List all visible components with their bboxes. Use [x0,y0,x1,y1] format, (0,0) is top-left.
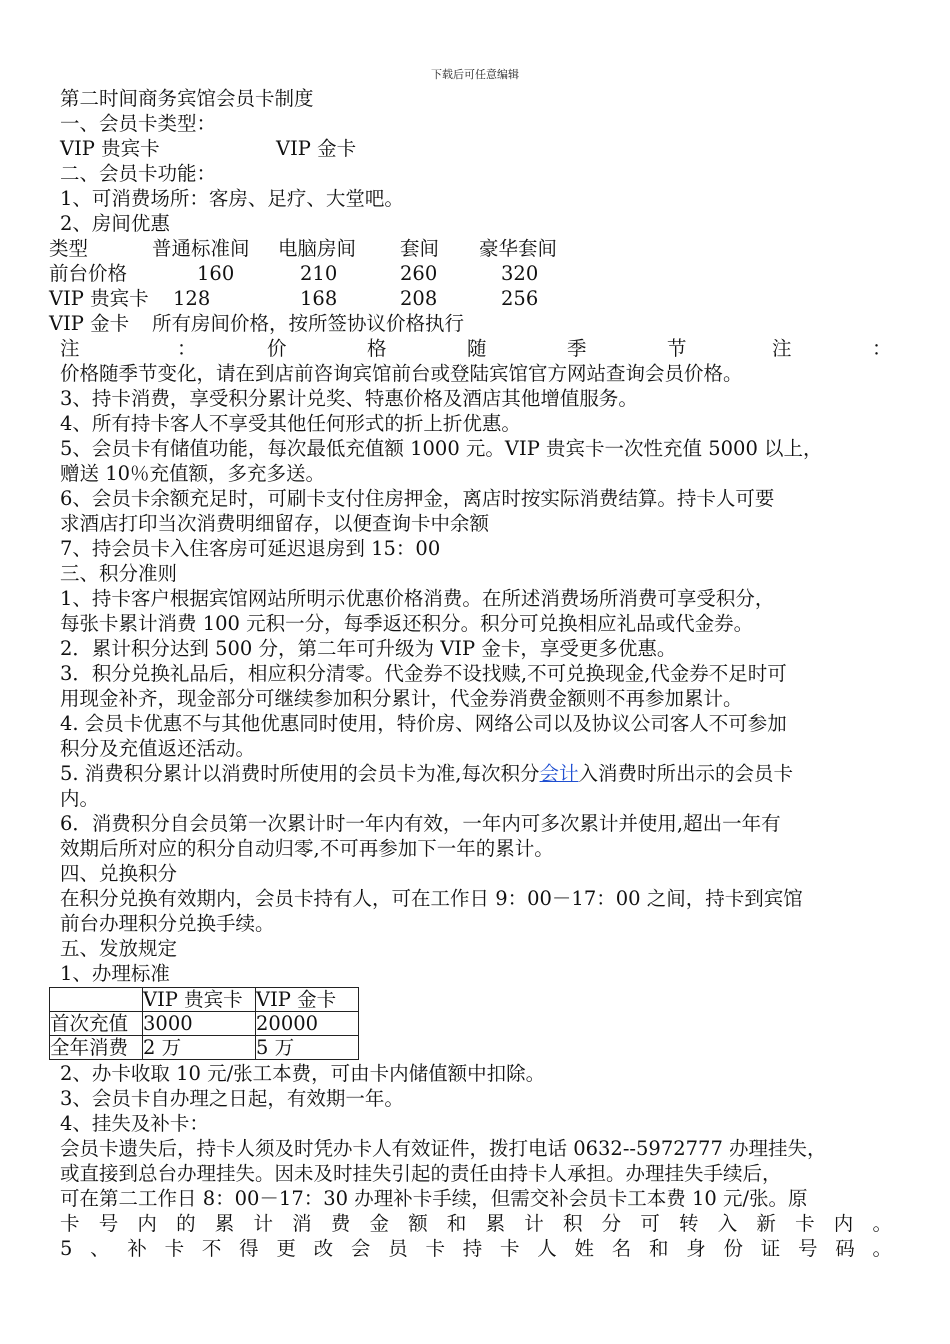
price-header-cell: 类型 [49,237,89,260]
section-4-heading: 四、兑换积分 [60,862,178,885]
note-char: 季 [567,337,587,360]
price-row-front-desk [49,261,892,286]
table-cell: VIP 贵宾卡 [143,988,256,1012]
paragraph: 积分及充值返还活动。 [60,737,256,760]
accounting-link[interactable]: 会计 [539,762,579,785]
price-header-cell: 套间 [400,237,440,260]
paragraph: 6．消费积分自会员第一次累计时一年内有效，一年内可多次累计并使用,超出一年有 [60,812,781,835]
table-cell: 首次充值 [50,1012,143,1036]
paragraph [60,761,892,786]
note-char: 格 [367,337,387,360]
price-header-cell: 电脑房间 [278,237,357,260]
paragraph: 前台办理积分兑换手续。 [60,912,275,935]
paragraph: 3．积分兑换礼品后，相应积分清零。代金券不设找赎,不可兑换现金,代金券不足时可 [60,662,787,685]
note-char: ： [177,337,197,360]
paragraph: 求酒店打印当次消费明细留存，以便查询卡中余额 [60,512,490,535]
table-cell [50,988,143,1012]
price-cell: 前台价格 [49,262,128,285]
price-row-vip-gold [49,311,892,336]
paragraph: 2、房间优惠 [60,212,170,235]
paragraph: 4、挂失及补卡： [60,1112,209,1135]
paragraph: 每张卡累计消费 100 元积一分，每季返还积分。积分可兑换相应礼品或代金券。 [60,612,754,635]
price-cell: VIP 金卡 [49,312,130,335]
page-header-note: 下载后可任意编辑 [431,68,519,81]
note-char: 注 [772,337,792,360]
paragraph: 5、补卡不得更改会员卡持卡人姓名和身份证号码。 [60,1237,892,1260]
table-cell: VIP 金卡 [256,988,359,1012]
card-type-vip-gold: VIP 金卡 [276,137,357,160]
text-run: 入消费时所出示的会员卡 [578,762,794,785]
paragraph: 7、持会员卡入住客房可延迟退房到 15：00 [60,537,441,560]
note-char: 随 [467,337,487,360]
paragraph: 2、办卡收取 10 元/张工本费，可由卡内储值额中扣除。 [60,1062,546,1085]
price-header-cell: 普通标准间 [152,237,250,260]
table-row [50,1036,359,1060]
table-cell: 3000 [143,1012,256,1036]
card-types-row [60,136,892,161]
paragraph: 效期后所对应的积分自动归零,不可再参加下一年的累计。 [60,837,554,860]
card-type-vip-guest: VIP 贵宾卡 [60,137,160,160]
paragraph: 在积分兑换有效期内，会员卡持有人，可在工作日 9：00－17：00 之间，持卡到宾馆 [60,887,803,910]
section-1-heading: 一、会员卡类型： [60,112,217,135]
price-cell: 160 [197,262,235,285]
paragraph: 价格随季节变化，请在到店前咨询宾馆前台或登陆宾馆官方网站查询会员价格。 [60,362,743,385]
paragraph: 4. 会员卡优惠不与其他优惠同时使用，特价房、网络公司以及协议公司客人不可参加 [60,712,787,735]
paragraph: 1、办理标准 [60,962,170,985]
paragraph: 会员卡遗失后，持卡人须及时凭办卡人有效证件，拨打电话 0632--5972777 办理挂失， [60,1137,827,1160]
paragraph: 1、可消费场所：客房、足疗、大堂吧。 [60,187,404,210]
paragraph: 4、所有持卡客人不享受其他任何形式的折上折优惠。 [60,412,521,435]
price-cell: 260 [400,262,438,285]
price-cell: 320 [501,262,539,285]
paragraph: 3、会员卡自办理之日起，有效期一年。 [60,1087,404,1110]
paragraph: 3、持卡消费，享受积分累计兑奖、特惠价格及酒店其他增值服务。 [60,387,638,410]
table-row [50,1012,359,1036]
price-header-cell: 豪华套间 [479,237,558,260]
paragraph: 5、会员卡有储值功能，每次最低充值额 1000 元。VIP 贵宾卡一次性充值 5000 以上， [60,437,823,460]
paragraph: 用现金补齐，现金部分可继续参加积分累计，代金券消费金额则不再参加累计。 [60,687,743,710]
paragraph: 或直接到总台办理挂失。因未及时挂失引起的责任由持卡人承担。办理挂失手续后， [60,1162,782,1185]
paragraph: 卡号内的累计消费金额和累计积分可转入新卡内。 [60,1212,892,1235]
table-cell: 全年消费 [50,1036,143,1060]
text-run: 5. 消费积分累计以消费时所使用的会员卡为准,每次积分 [60,762,540,785]
note-spaced-line [60,336,892,361]
paragraph: 1、持卡客户根据宾馆网站所明示优惠价格消费。在所述消费场所消费可享受积分， [60,587,775,610]
price-cell: 所有房间价格，按所签协议价格执行 [152,312,465,335]
price-cell: 208 [400,287,438,310]
section-2-heading: 二、会员卡功能： [60,162,217,185]
price-cell: 168 [300,287,338,310]
paragraph: 可在第二工作日 8：00－17：30 办理补卡手续，但需交补会员卡工本费 10 元/张。原 [60,1187,808,1210]
price-row-vip-guest [49,286,892,311]
paragraph: 2．累计积分达到 500 分，第二年可升级为 VIP 金卡，享受更多优惠。 [60,637,677,660]
paragraph: 内。 [60,787,100,810]
section-5-heading: 五、发放规定 [60,937,178,960]
document-body [49,86,892,1261]
price-table-header [49,236,892,261]
document-title: 第二时间商务宾馆会员卡制度 [60,87,314,110]
note-char: ： [872,337,892,360]
table-cell: 5 万 [256,1036,359,1060]
paragraph: 赠送 10％充值额，多充多送。 [60,462,326,485]
price-cell: 210 [300,262,338,285]
price-cell: VIP 贵宾卡 [49,287,149,310]
section-3-heading: 三、积分准则 [60,562,178,585]
table-cell: 20000 [256,1012,359,1036]
note-char: 节 [667,337,687,360]
note-label: 注 [60,337,80,360]
paragraph: 6、会员卡余额充足时，可刷卡支付住房押金，离店时按实际消费结算。持卡人可要 [60,487,775,510]
price-cell: 128 [173,287,211,310]
table-row [50,988,359,1012]
table-cell: 2 万 [143,1036,256,1060]
price-cell: 256 [501,287,539,310]
issuance-table [49,987,359,1060]
note-char: 价 [267,337,287,360]
